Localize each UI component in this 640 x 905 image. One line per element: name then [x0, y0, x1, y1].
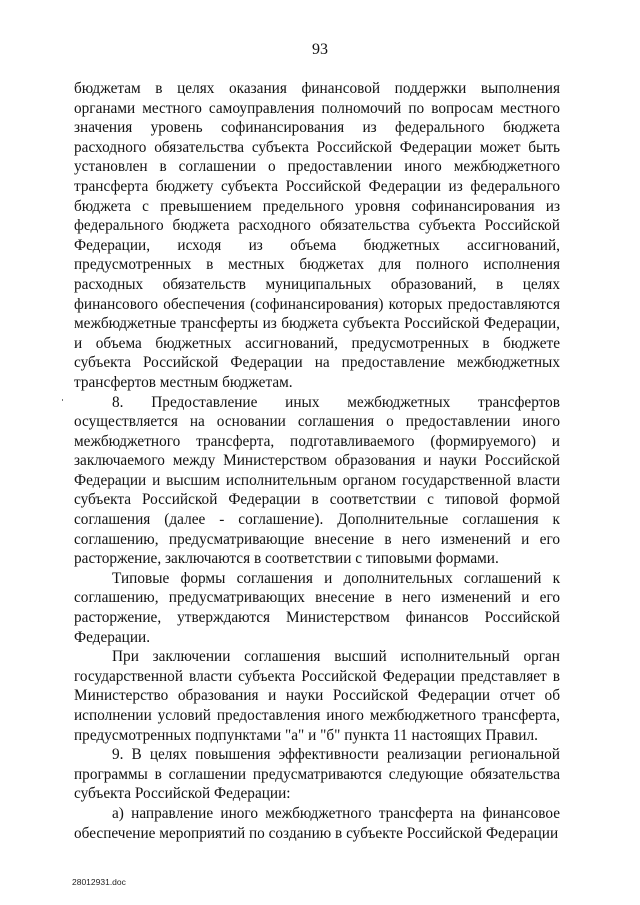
paragraph-clause-9: 9. В целях повышения эффективности реализации региональной программы в соглашении предусматриваются следующие обязательства субъекта Российской Федерации: — [74, 746, 560, 803]
paragraph-continuation: бюджетам в целях оказания финансовой поддержки выполнения органами местного самоуправления полномочий по вопросам местного значения уровень софинансирования из федерального бюджета расходного обязательства субъекта Российской Федерации может быть установлен в соглашении о предоставлении иного межбюджетного трансферта бюджету субъекта Российской Федерации из федерального бюджета с превышением предельного уровня софинансирования из федерального бюджета расходного обязательства субъекта Российской Федерации, исходя из объема бюджетных ассигнований, предусмотренных в местных бюджетах для полного исполнения расходных обязательств муниципальных образований, в целях финансового обеспечения (софинансирования) которых предоставляются межбюджетные трансферты из бюджета субъекта Российской Федерации, и объема бюджетных ассигнований, предусмотренных в бюджете субъекта Российской Федерации на предоставление межбюджетных трансфертов местным бюджетам. — [74, 80, 560, 391]
footer-filename: 28012931.doc — [72, 877, 126, 887]
paragraph-agreement-report: При заключении соглашения высший исполнительный орган государственной власти субъекта Российской Федерации представляет в Министерство образования и науки Российской Федерации отчет об исполнении условий предоставления иного межбюджетного трансферта, предусмотренных подпунктами "а" и "б" пункта 11 настоящих Правил. — [74, 648, 560, 744]
document-body — [74, 79, 560, 843]
margin-mark — [62, 399, 63, 401]
paragraph-subclause-a: а) направление иного межбюджетного трансферта на финансовое обеспечение мероприятий по созданию в субъекте Российской Федерации — [74, 804, 560, 842]
paragraph-clause-8: 8. Предоставление иных межбюджетных трансфертов осуществляется на основании соглашения о предоставлении иного межбюджетного трансферта, подготавливаемого (формируемого) и заключаемого между Министерством образования и науки Российской Федерации и высшим исполнительным органом государственной власти субъекта Российской Федерации в соответствии с типовой формой соглашения (далее - соглашение). Дополнительные соглашения к соглашению, предусматривающие внесение в него изменений и его расторжение, заключаются в соответствии с типовыми формами. — [74, 393, 560, 568]
page-number: 93 — [312, 41, 328, 58]
paragraph-standard-forms: Типовые формы соглашения и дополнительных соглашений к соглашению, предусматривающих внесение в него изменений и его расторжение, утверждаются Министерством финансов Российской Федерации. — [74, 569, 560, 646]
